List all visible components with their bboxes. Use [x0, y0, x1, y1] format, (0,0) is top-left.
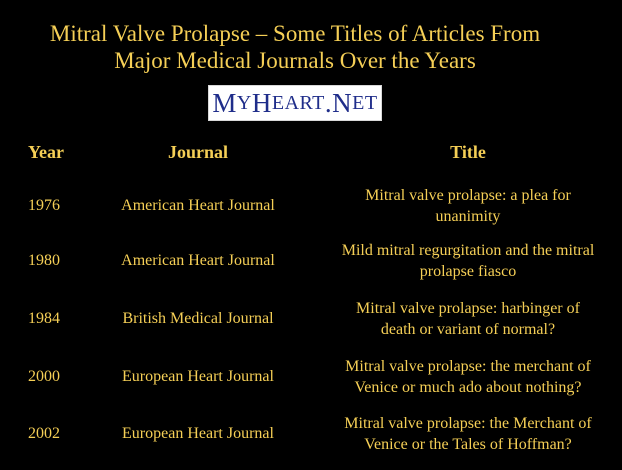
- row-year: 2000: [28, 368, 60, 385]
- row-journal: British Medical Journal: [122, 310, 274, 327]
- logo-letter: H: [251, 87, 272, 118]
- row-title: [320, 297, 616, 341]
- row-title: [320, 355, 616, 399]
- row-journal: European Heart Journal: [122, 368, 274, 385]
- row-journal: American Heart Journal: [121, 252, 275, 269]
- row-journal: European Heart Journal: [122, 425, 274, 442]
- logo-letter: EART: [271, 91, 325, 114]
- row-title-line-2: prolapse fiasco: [419, 263, 517, 280]
- row-year: 1984: [28, 310, 60, 327]
- row-title: [320, 184, 616, 228]
- table-row: [0, 412, 622, 456]
- page-title-line-2: Major Medical Journals Over the Years: [114, 48, 476, 73]
- logo-letter: .N: [324, 87, 353, 118]
- table-row: [0, 239, 622, 283]
- row-year: 1976: [28, 197, 60, 214]
- row-title-line-2: Venice or the Tales of Hoffman?: [364, 436, 572, 453]
- logo-letter: ET: [352, 91, 378, 114]
- row-title-line-2: death or variant of normal?: [380, 321, 556, 338]
- row-title-line-1: Mitral valve prolapse: the merchant of: [345, 358, 591, 375]
- table-row: [0, 297, 622, 341]
- row-title-line-1: Mitral valve prolapse: harbinger of: [356, 300, 580, 317]
- header-title: Title: [450, 142, 486, 162]
- table-row: [0, 355, 622, 399]
- row-title-line-1: Mitral valve prolapse: the Merchant of: [344, 415, 592, 432]
- row-title: [320, 412, 616, 456]
- header-year: Year: [28, 142, 64, 162]
- row-title-line-2: Venice or much ado about nothing?: [354, 379, 582, 396]
- page-title-line-1: Mitral Valve Prolapse – Some Titles of Articles From: [49, 21, 541, 46]
- myheart-logo: [208, 85, 382, 121]
- row-title-line-1: Mild mitral regurgitation and the mitral: [341, 242, 595, 259]
- row-year: 2002: [28, 425, 60, 442]
- row-journal: American Heart Journal: [121, 197, 275, 214]
- row-year: 1980: [28, 252, 60, 269]
- header-journal: Journal: [167, 142, 228, 162]
- logo-letter: M: [212, 87, 237, 118]
- page-title: [0, 20, 590, 74]
- row-title-line-1: Mitral valve prolapse: a plea for: [365, 187, 571, 204]
- table-row: [0, 184, 622, 228]
- row-title-line-2: unanimity: [435, 208, 501, 225]
- logo-letter: Y: [236, 91, 252, 114]
- row-title: [320, 239, 616, 283]
